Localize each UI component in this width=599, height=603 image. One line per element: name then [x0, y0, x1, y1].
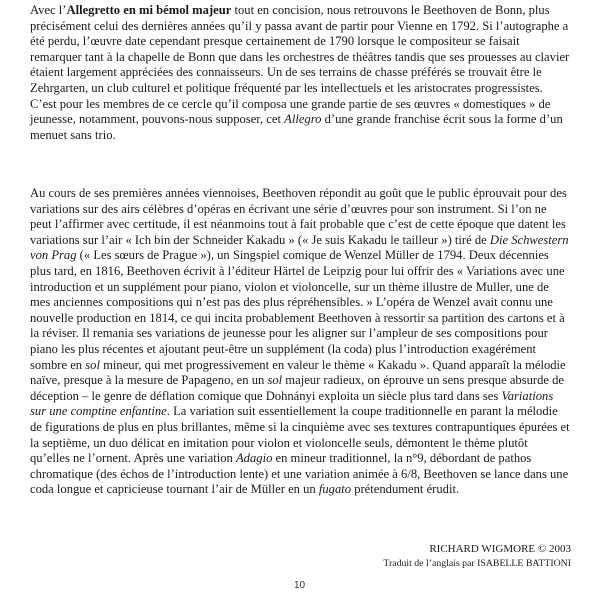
paragraph-kakadu-variations — [30, 186, 570, 498]
italic-run: Adagio — [235, 451, 273, 466]
italic-run: sol — [267, 373, 283, 388]
text-run: . La variation suit essentiellement la coupe traditionnelle en parant la mélodie de figurations de plus en plus brillantes, même si la cinquième avec ses textures contrapuntiques épurées et la septième, un duo délicat en imitation pour violon et violoncelle seuls, démontent le thème plutôt qu’elles ne l’ornent. Après une variation — [30, 404, 570, 466]
text-run: Avec l’ — [30, 3, 67, 17]
author-credit: RICHARD WIGMORE © 2003 — [429, 543, 571, 555]
italic-run: Allegro — [284, 112, 322, 127]
text-run: d’une grande franchise écrit sous la forme d’un menuet sans trio. — [30, 112, 563, 142]
text-run: en mineur traditionnel, la n°9, débordant de pathos chromatique (des échos de l’introduction lente) et une variation animée à 6/8, Beethoven se lance dans une coda longue et capricieuse tournant l’air de Müller en un — [30, 451, 569, 497]
text-run: mineur, qui met progressivement en valeur le thème « Kakadu ». Quand apparaît la mélodie naïve, presque à la mesure de Papageno, en un — [30, 357, 566, 388]
text-run: tout en concision, nous retrouvons le Beethoven de Bonn, plus précisément celui des dernières années qu’il y passa avant de partir pour Vienne en 1792. Si l’autographe a été perdu, l’œuvre date cependant presque certainement de 1790 lorsque le compositeur se faisait remarquer tant à la chapelle de Bonn que dans les orchestres de théâtres tandis que ses prouesses au clavier étaient largement appréciées des connaisseurs. Un de ses terrains de chasse préférés se trouvait être le Zehrgarten, un club culturel et politique fréquenté par les intellectuels et les aristocrates progressistes. C’est pour les membres de ce cercle qu’il composa une grande partie de ses œuvres « domestiques » de jeunesse, notamment, pouvons-nous supposer, cet — [30, 3, 570, 127]
text-run: majeur radieux, on éprouve un sens presque absurde de déception – le genre de déflation comique que Dohnányi exploita un siècle plus tard dans ses — [30, 373, 565, 403]
italic-run: fugato — [318, 482, 352, 497]
paragraph-allegretto — [30, 3, 570, 143]
text-run: Au cours de ses premières années viennoises, Beethoven répondit au goût que le public éprouvait pour des variations sur des airs célèbres d’opéras en écrivant une série d’œuvres pour son instrument. Si l’on ne peut l’affirmer avec certitude, il est néanmoins tout à fait probable que c’est de cette époque que datent les variations sur l’air « Ich bin der Schneider Kakadu » (« Je suis Kakadu le tailleur ») tiré de — [30, 186, 567, 247]
page-number: 10 — [293, 580, 306, 591]
italic-run: Die Schwestern von Prag — [30, 232, 569, 263]
italic-run: Variations sur une comptine enfantine — [30, 388, 554, 419]
text-run: (« Les sœurs de Prague »), un Singspiel comique de Wenzel Müller de 1794. Deux décennies plus tard, en 1816, Beethoven écrivit à l’éditeur Härtel de Leipzig pour lui offrir des « Variations avec une introduction et un supplément pour piano, violon et violoncelle, sur un thème illustre de Muller, une de mes anciennes compositions qui n’est pas des plus répréhensibles. » L’opéra de Wenzel avait connu une nouvelle production en 1814, ce qui incita probablement Beethoven à ressortir sa partition des cartons et à la réviser. Il remania ses variations de jeunesse pour les aligner sur l’ampleur de ses compositions pour piano les plus récentes et ajoutant peut-être un supplément (la coda) plus l’introduction exagérément sombre en — [30, 248, 565, 372]
text-run: prétendument érudit. — [351, 482, 460, 497]
bold-run: Allegretto en mi bémol majeur — [66, 3, 232, 17]
translator-credit — [383, 557, 571, 570]
translator-credit-text: Traduit de l’anglais par ISABELLE BATTIONI — [383, 558, 571, 569]
italic-run: sol — [85, 357, 100, 372]
